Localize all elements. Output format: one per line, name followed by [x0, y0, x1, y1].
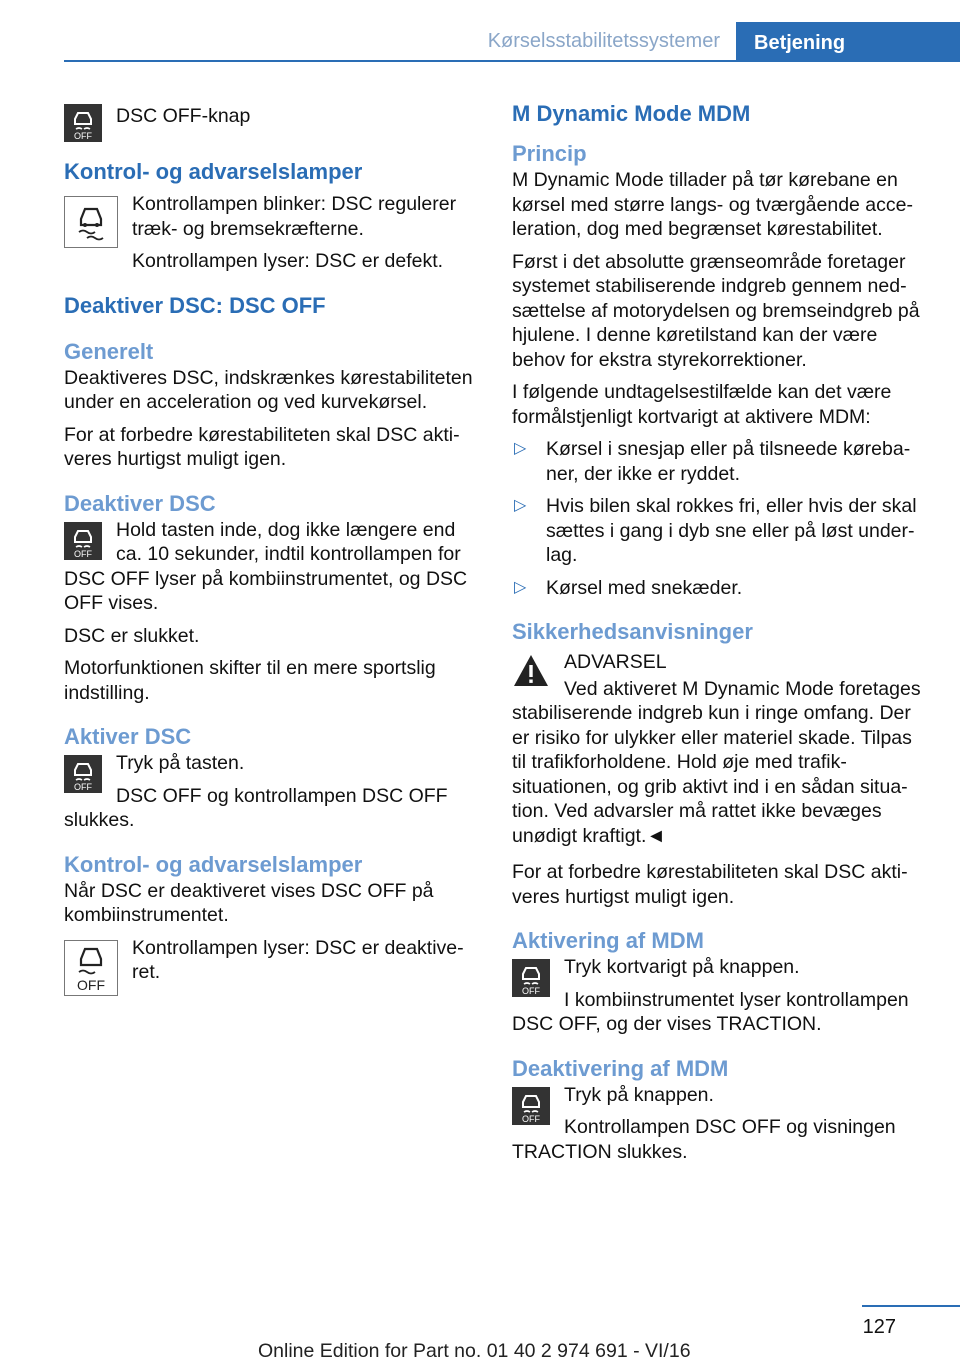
- aktiver-block: [64, 751, 479, 833]
- warning-text: Ved aktiveret M Dynamic Mode foretages stabiliserende indgreb kun i ringe omfang. Der er risiko for ulykker eller materiel skade. Tilpas til trafikforholdene. Hold øje med trafiksituationen, og grib aktivt ind i en sådan situation. Ved advarsler må rattet ikke bevæges unødigt kraftigt.◄: [512, 677, 921, 847]
- triangle-bullet-icon: ▷: [514, 440, 527, 457]
- dsc-off-lamp-row: [64, 936, 479, 993]
- right-column: [512, 100, 924, 1172]
- deaktiver-para-2: DSC er slukket.: [64, 624, 200, 647]
- generelt-para-2: For at forbedre kørestabiliteten skal DSC aktiveres hurtigst muligt igen.: [64, 423, 460, 470]
- list-item: ▷ Hvis bilen skal rokkes fri, eller hvis der skal sættes i gang i dyb sne eller på løst underlag.: [514, 495, 917, 566]
- deaktiver-para-1: Hold tasten inde, dog ikke længere end ca. 10 sekunder, indtil kontrollampen for DSC OFF lyser på kombiinstrumentet, og DSC OFF vises.: [64, 518, 468, 614]
- aktiver-para-2: DSC OFF og kontrollampen DSC OFF slukkes.: [64, 784, 448, 831]
- svg-text:OFF: OFF: [522, 1113, 540, 1124]
- heading-kontrol-lamps: Kontrol- og advarselslamper: [64, 159, 363, 184]
- list-item: ▷ Kørsel i snesjap eller på tilsneede kørebaner, der ikke er ryddet.: [514, 438, 911, 485]
- svg-text:OFF: OFF: [74, 131, 92, 141]
- heading-deaktivering-mdm: Deaktivering af MDM: [512, 1055, 729, 1081]
- lamp-defekt-text: Kontrollampen lyser: DSC er defekt.: [132, 250, 444, 272]
- footer-rule: [862, 1305, 960, 1307]
- heading-aktivering-mdm: Aktivering af MDM: [512, 928, 704, 953]
- dsc-off-button-label: DSC OFF-knap: [116, 105, 251, 127]
- triangle-bullet-icon: ▷: [514, 578, 527, 596]
- dsc-off-lamp-icon: [64, 940, 118, 996]
- list-item: ▷ Kørsel med snekæder.: [514, 576, 743, 599]
- heading-princip: Princip: [512, 141, 587, 166]
- heading-deactivate-dsc-off: Deaktiver DSC: DSC OFF: [64, 292, 326, 318]
- sikkerhed-para-2: For at forbedre kørestabiliteten skal DSC aktiveres hurtigst muligt igen.: [512, 861, 908, 908]
- deaktiver-block: [64, 518, 479, 616]
- warning-triangle-icon: [512, 652, 550, 690]
- dsc-off-button-icon: [64, 104, 102, 142]
- lamp-blink-text: Kontrollampen blinker: DSC regulerer træk- og bremsekræfterne.: [132, 193, 457, 240]
- deaktivering-block: [512, 1083, 924, 1165]
- warning-block: [512, 650, 924, 848]
- page-number: 127: [862, 1316, 896, 1338]
- dsc-off-button-icon: [512, 959, 550, 997]
- left-column: [64, 100, 479, 1000]
- heading-kontrol-lamps-2: Kontrol- og advarselslamper: [64, 851, 363, 877]
- svg-text:OFF: OFF: [74, 548, 92, 559]
- princip-para-1: M Dynamic Mode tillader på tør kørebane en kørsel med større langs- og tværgående acceleration, dog med begrænset kørestabilitet.: [512, 169, 913, 240]
- dsc-off-button-icon: [512, 1087, 550, 1125]
- lamp-row: [64, 192, 479, 274]
- heading-sikkerhed: Sikkerhedsanvisninger: [512, 619, 753, 644]
- warning-title: ADVARSEL: [564, 651, 667, 673]
- heading-generelt: Generelt: [64, 338, 154, 364]
- princip-para-2: Først i det absolutte grænseområde foretager systemet stabiliserende indgreb gennem nedsættelse af motorydelsen og bremseindgreb på hjulene. I denne køretilstand kan der være behov for ekstra styrekorrektioner.: [512, 250, 920, 371]
- header-chapter-tab: Betjening: [736, 22, 960, 62]
- dsc-off-button-icon: [64, 755, 102, 793]
- header-section-title: Kørselsstabilitetssystemer: [487, 30, 720, 52]
- generelt-para-1: Deaktiveres DSC, indskrænkes kørestabiliteten under en acceleration og ved kurvekørsel.: [64, 366, 473, 413]
- dsc-off-button-row: [64, 100, 479, 140]
- heading-deaktiver-dsc: Deaktiver DSC: [64, 490, 216, 516]
- deaktiver-para-3: Motorfunktionen skifter til en mere sportslig indstilling.: [64, 657, 436, 704]
- header-rule: [64, 60, 960, 62]
- aktivering-para-1: Tryk kortvarigt på knappen.: [564, 956, 800, 978]
- dsc-warning-lamp-icon: [64, 196, 118, 248]
- kontrol2-para-1: Når DSC er deaktiveret vises DSC OFF på kombiinstrumentet.: [64, 879, 434, 926]
- footer-edition: Online Edition for Part no. 01 40 2 974 691 - VI/16: [258, 1340, 691, 1362]
- aktivering-para-2: I kombiinstrumentet lyser kontrollampen DSC OFF, og der vises TRACTION.: [512, 988, 909, 1035]
- svg-text:OFF: OFF: [522, 986, 540, 996]
- deaktivering-para-1: Tryk på knappen.: [564, 1083, 714, 1106]
- princip-para-3: I følgende undtagelsestilfælde kan det være formålstjenligt kortvarigt at aktivere MDM:: [512, 381, 892, 428]
- dsc-off-button-icon: [64, 522, 102, 560]
- svg-text:OFF: OFF: [74, 782, 92, 792]
- heading-aktiver-dsc: Aktiver DSC: [64, 724, 192, 749]
- heading-m-dynamic-mode: M Dynamic Mode MDM: [512, 101, 751, 126]
- svg-text:OFF: OFF: [77, 976, 105, 993]
- kontrol2-para-2: Kontrollampen lyser: DSC er deaktiveret.: [132, 936, 464, 983]
- aktiver-para-1: Tryk på tasten.: [116, 752, 245, 774]
- aktivering-block: [512, 955, 924, 1037]
- triangle-bullet-icon: ▷: [514, 497, 527, 514]
- deaktivering-para-2: Kontrollampen DSC OFF og visningen TRACTION slukkes.: [512, 1116, 896, 1163]
- exception-list: [512, 437, 924, 600]
